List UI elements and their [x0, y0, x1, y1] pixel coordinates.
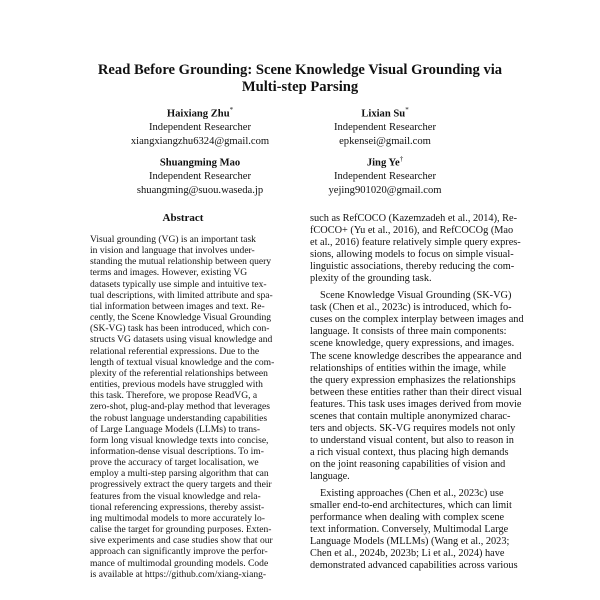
abstract-line: employ a multi-step parsing algorithm that can [90, 468, 269, 480]
author-name: Shuangming Mao [159, 157, 241, 169]
body-line: ters and objects. SK-VG requires models not only [310, 422, 516, 434]
author-name: Lixian Su [361, 108, 406, 120]
abstract-line: prove the accuracy of target localisation, we [90, 457, 259, 469]
body-line: sions, allowing models to focus on simple visual- [310, 249, 514, 261]
body-line: The scene knowledge describes the appearance and [310, 350, 522, 362]
abstract-line: tional referencing expressions, thereby assist- [90, 501, 265, 513]
author-affiliation: Independent Researcher [148, 171, 252, 183]
author-email: yejing901020@gmail.com [328, 184, 442, 196]
body-line: et al., 2016) feature relatively simple query expres- [310, 237, 521, 249]
abstract-line: is available at https://github.com/xiang-xiang- [90, 568, 267, 580]
body-paragraph [310, 488, 528, 572]
abstract-body [90, 234, 276, 600]
body-line: fCOCO+ (Yu et al., 2016), and RefCOCOg (Mao [310, 225, 514, 237]
author-affiliation: Independent Researcher [333, 171, 437, 183]
abstract-line: form long visual knowledge texts into concise, [90, 434, 269, 446]
author-block-1 [110, 104, 290, 148]
body-line: relationships of entities within the image, while [310, 362, 506, 374]
body-line: scene knowledge, query expressions, and images. [310, 338, 515, 350]
body-line: language. It consists of three main components: [310, 326, 507, 338]
abstract-line: progressively extract the query targets and their [90, 479, 272, 491]
author-email: xiangxiangzhu6324@gmail.com [130, 135, 270, 147]
title-line-2: Multi-step Parsing [241, 79, 359, 95]
author-name: Haixiang Zhu [166, 108, 230, 120]
body-line: the query expression emphasizes the relationships [310, 374, 516, 386]
body-line: a rich visual context, thus placing high demands [310, 446, 509, 458]
abstract-line: mance of multimodal grounding models. Code [90, 557, 269, 569]
abstract-line: standing the mutual relationship between query [90, 256, 272, 268]
author-block-3 [110, 153, 290, 197]
abstract-line: of Large Language Models (LLMs) to trans- [90, 423, 261, 435]
abstract-line: length of textual visual knowledge and the com- [90, 356, 275, 368]
abstract-line: tual descriptions, with limited attribute and spa- [90, 289, 273, 301]
body-line: language. [310, 470, 350, 482]
abstract-line: in vision and language that involves under- [90, 245, 255, 257]
body-line: linguistic associations, thereby reducing the com- [310, 261, 515, 273]
author-name: Jing Ye [366, 157, 400, 169]
abstract-line: structs VG datasets using visual knowledge and [90, 334, 273, 346]
abstract-line: Visual grounding (VG) is an important task [90, 234, 256, 245]
abstract-line: tial information between images and text. Re- [90, 300, 265, 312]
body-line: smaller end-to-end architectures, which can limit [310, 500, 512, 512]
author-mark: * [229, 106, 234, 114]
abstract-line: information-dense visual descriptions. To im- [90, 445, 264, 457]
abstract-line: approach can significantly improve the perfor- [90, 546, 268, 558]
author-block-2 [305, 104, 465, 148]
abstract-line: (SK-VG) task has been introduced, which con- [90, 323, 270, 335]
abstract-line: cently, the Scene Knowledge Visual Grounding [90, 312, 272, 324]
title-line-1: Read Before Grounding: Scene Knowledge Visual Grounding via [97, 62, 503, 78]
body-line: task (Chen et al., 2023c) is introduced, which fo- [310, 302, 512, 314]
abstract-line: sive experiments and case studies show that our [90, 535, 273, 547]
body-line: Scene Knowledge Visual Grounding (SK-VG) [320, 290, 512, 302]
abstract-line: datasets typically use simple and intuitive tex- [90, 278, 267, 290]
author-block-4 [305, 153, 465, 197]
body-line: to understand visual content, but also to reason in [310, 434, 514, 446]
body-line: features. This task uses images derived from movie [310, 398, 522, 410]
abstract-line: zero-shot, plug-and-play method that leverages [90, 401, 271, 413]
abstract-line: this task. Therefore, we propose ReadVG, a [90, 390, 258, 402]
abstract-line: entities, previous models have struggled with [90, 379, 263, 391]
body-line: plexity of the grounding task. [310, 273, 432, 285]
abstract-heading: Abstract [162, 212, 204, 224]
author-email: shuangming@suou.waseda.jp [136, 184, 264, 196]
body-line: Language Models (MLLMs) (Wang et al., 2023; [310, 536, 510, 548]
abstract-line: relational referential expressions. Due to the [90, 345, 260, 357]
body-line: cuses on the complex interplay between images and [310, 314, 524, 326]
abstract-line: terms and images. However, existing VG [90, 267, 248, 279]
author-mark: * [405, 106, 409, 114]
body-line: Chen et al., 2024b, 2023b; Li et al., 2024) have [310, 548, 505, 560]
body-line: Existing approaches (Chen et al., 2023c) use [320, 488, 504, 500]
body-paragraph [310, 213, 528, 285]
body-line: between these entities rather than their direct visual [310, 386, 522, 398]
paper-title [60, 62, 540, 96]
abstract-line: features from the visual knowledge and rela- [90, 490, 261, 502]
author-affiliation: Independent Researcher [333, 122, 437, 134]
body-line: performance when dealing with complex scene [310, 512, 505, 524]
abstract-line: ing multimodal models to more accurately lo- [90, 512, 265, 524]
abstract-line: the robust language understanding capabilities [90, 412, 268, 424]
body-line: text information. Conversely, Multimodal Large [310, 524, 509, 536]
body-line: on the joint reasoning capabilities of vision and [310, 458, 506, 470]
body-line: such as RefCOCO (Kazemzadeh et al., 2014), Re- [310, 213, 518, 224]
author-mark: † [399, 155, 404, 163]
abstract-line: plexity of the referential relationships between [90, 367, 268, 379]
body-line: scenes that contain multiple anonymized charac- [310, 410, 511, 422]
author-affiliation: Independent Researcher [148, 122, 252, 134]
body-paragraph [310, 290, 528, 483]
abstract-line: calise the target for grounding purposes. Exten- [90, 524, 272, 536]
author-email: epkensei@gmail.com [339, 135, 431, 147]
body-column-right [310, 213, 528, 600]
body-line: demonstrated advanced capabilities across various [310, 560, 518, 572]
